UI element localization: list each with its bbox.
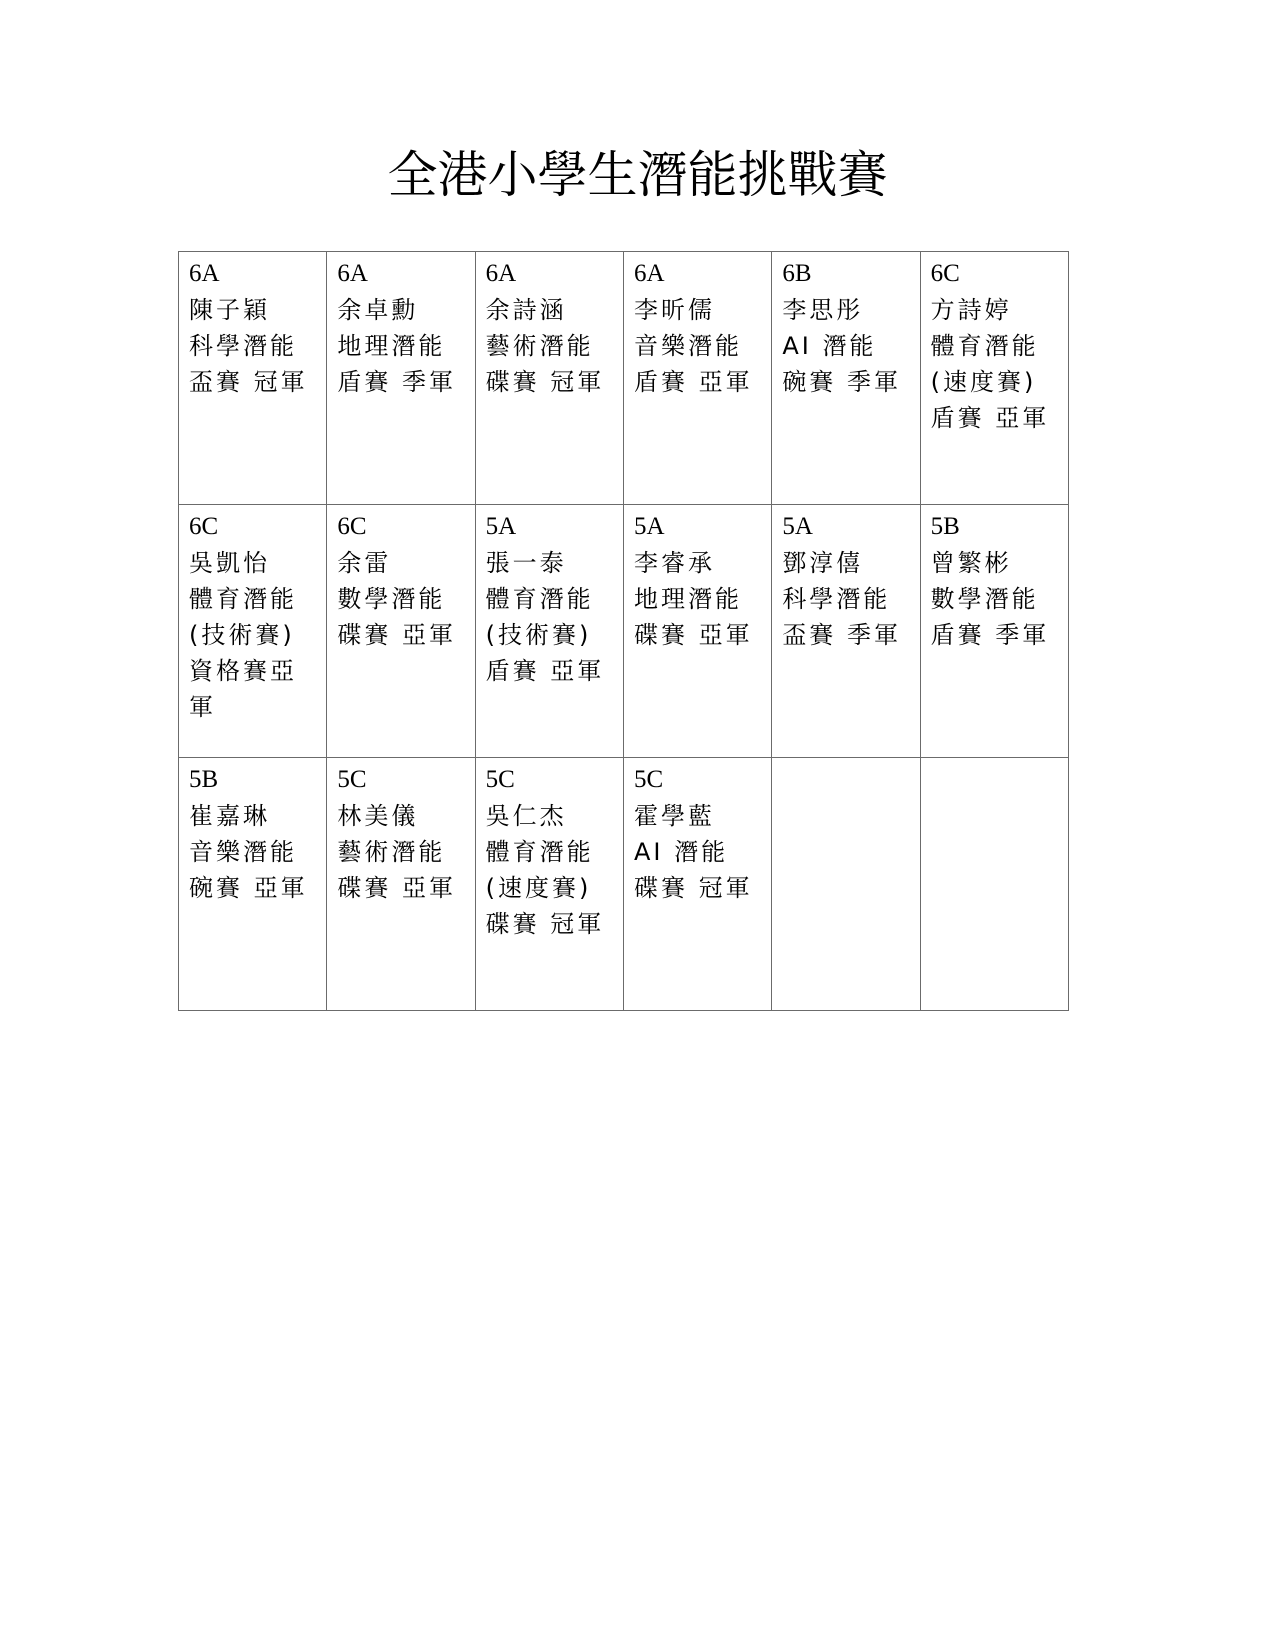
table-cell [920,758,1068,1011]
category-label: 體育潛能 [930,332,1039,360]
student-name: 李昕儒 [633,296,715,324]
award-label: 資格賽亞軍 [189,657,297,721]
table-cell [179,758,327,1011]
student-name: 林美儀 [337,802,419,830]
table-cell [772,758,920,1011]
award-label: 碟賽 亞軍 [337,621,456,649]
category-label: 數學潛能 [337,585,446,613]
table-cell [772,252,920,505]
table-cell [179,252,327,505]
table-row [179,252,1069,505]
table-row [179,758,1069,1011]
class-label: 5B [189,766,219,793]
category-label: 體育潛能 [189,585,297,613]
category-label: 體育潛能 [485,585,594,613]
award-label: 碟賽 冠軍 [633,874,753,902]
category-label: AI 潛能 [782,332,877,360]
category-label: AI 潛能 [633,838,729,866]
award-label: 碗賽 季軍 [782,368,901,396]
table-cell [772,505,920,758]
award-label: 碟賽 亞軍 [633,621,753,649]
table-cell [327,252,475,505]
table-cell [623,505,771,758]
category-label: 體育潛能 [485,838,594,866]
student-name: 吳凱怡 [189,549,270,577]
class-label: 6A [189,260,220,287]
student-name: 余卓勳 [337,296,419,324]
table-cell [623,758,771,1011]
table-cell [179,505,327,758]
table-cell [920,252,1068,505]
category-label: 藝術潛能 [485,332,594,360]
category-label: 藝術潛能 [337,838,446,866]
award-label: 盾賽 亞軍 [485,657,605,685]
class-label: 6A [633,260,665,287]
award-label: 盾賽 季軍 [930,621,1050,649]
class-label: 5A [485,513,517,540]
category-label: 數學潛能 [930,585,1039,613]
class-label: 5B [930,513,960,540]
table-cell [475,758,623,1011]
class-label: 6C [189,513,219,540]
class-label: 6C [930,260,960,287]
table-row [179,505,1069,758]
table-cell [327,758,475,1011]
student-name: 曾繁彬 [930,549,1012,577]
student-name: 余詩涵 [485,296,567,324]
category-label: 音樂潛能 [189,838,297,866]
award-label: 盾賽 亞軍 [633,368,753,396]
award-label: 盃賽 冠軍 [189,368,308,396]
student-name: 李思彤 [782,296,864,324]
event-type: (技術賽) [485,621,592,649]
award-label: 碟賽 冠軍 [485,910,605,938]
student-name: 李睿承 [633,549,715,577]
class-label: 6A [485,260,517,287]
category-label: 科學潛能 [782,585,891,613]
class-label: 6C [337,513,367,540]
student-name: 張一泰 [485,549,567,577]
student-name: 鄧淳僖 [782,549,864,577]
table-cell [623,252,771,505]
category-label: 科學潛能 [189,332,297,360]
table-cell [475,505,623,758]
student-name: 崔嘉琳 [189,802,270,830]
award-label: 盃賽 季軍 [782,621,901,649]
class-label: 6A [337,260,368,287]
award-label: 碟賽 亞軍 [337,874,456,902]
class-label: 5C [485,766,515,793]
award-label: 碗賽 亞軍 [189,874,308,902]
page-title: 全港小學生潛能挑戰賽 [387,147,888,203]
student-name: 余雷 [337,549,392,577]
student-name: 吳仁杰 [485,802,567,830]
category-label: 地理潛能 [633,585,742,613]
class-label: 5C [337,766,367,793]
event-type: (速度賽) [485,874,592,902]
event-type: (速度賽) [930,368,1037,396]
awards-table [178,251,1069,1011]
student-name: 霍學藍 [633,802,715,830]
class-label: 5C [633,766,664,793]
category-label: 音樂潛能 [633,332,742,360]
table-cell [920,505,1068,758]
event-type: (技術賽) [189,621,295,649]
category-label: 地理潛能 [337,332,446,360]
class-label: 5A [633,513,665,540]
class-label: 5A [782,513,813,540]
class-label: 6B [782,260,812,287]
award-label: 盾賽 季軍 [337,368,456,396]
table-cell [327,505,475,758]
award-label: 盾賽 亞軍 [930,404,1050,432]
award-label: 碟賽 冠軍 [485,368,605,396]
table-cell [475,252,623,505]
student-name: 方詩婷 [930,296,1012,324]
student-name: 陳子穎 [189,296,270,324]
